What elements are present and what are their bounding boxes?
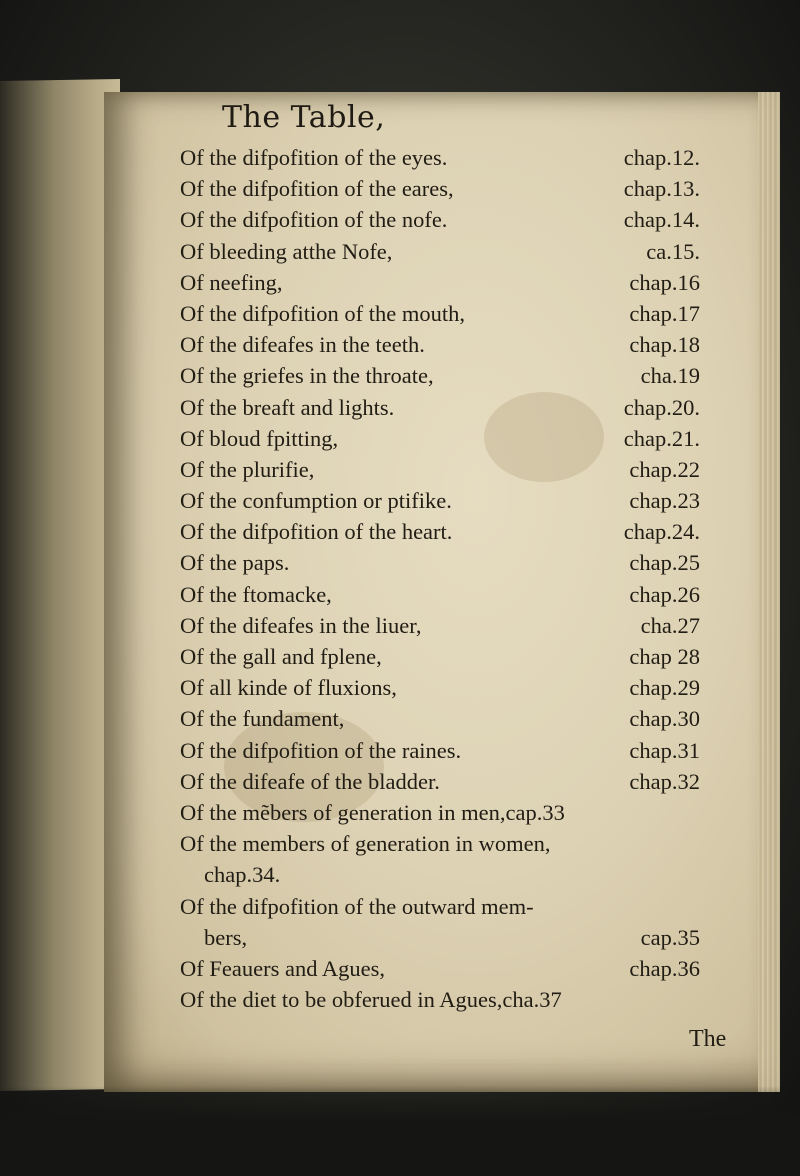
toc-entry (180, 423, 740, 454)
entry-chapter: chap.29 (629, 675, 700, 701)
entry-title: Of the difpofition of the heart. (180, 519, 453, 545)
entry-chapter: chap.14. (623, 207, 700, 233)
entry-title: Of the diet to be obferued in Agues,cha.37 (180, 987, 562, 1013)
toc-entry (180, 828, 740, 859)
toc-entry (180, 672, 740, 703)
entry-title: Of all kinde of fluxions, (180, 675, 397, 701)
page-fore-edge (758, 92, 780, 1092)
entry-title: Of the difpofition of the nofe. (180, 207, 448, 233)
toc-entry (180, 766, 740, 797)
toc-entry (180, 547, 740, 578)
entry-chapter: cap.35 (640, 924, 700, 950)
entry-chapter: chap.23 (629, 488, 700, 514)
toc-entry (180, 516, 740, 547)
entry-chapter: cha.27 (640, 612, 700, 638)
entry-title: Of the difpofition of the outward mem- (180, 893, 534, 919)
catchword: The (689, 1026, 727, 1052)
entry-chapter: chap.30 (629, 706, 700, 732)
entry-chapter: chap.16 (629, 269, 700, 295)
entry-title: Of the difeafe of the bladder. (180, 768, 440, 794)
entry-title: Of the difpofition of the eares, (180, 176, 454, 202)
entry-title: Of the members of generation in women, (180, 831, 551, 857)
entry-chapter: chap.25 (629, 550, 700, 576)
toc-entry (180, 579, 740, 610)
entry-chapter: chap.18 (629, 332, 700, 358)
entry-chapter: chap.26 (629, 581, 700, 607)
entry-title: Of the breaft and lights. (180, 394, 395, 420)
toc-entry (180, 329, 740, 360)
facing-page-edge (0, 79, 120, 1091)
entry-chapter: chap.36 (629, 955, 700, 981)
toc-entry (180, 735, 740, 766)
toc-entry (180, 610, 740, 641)
entry-title: Of the ftomacke, (180, 581, 332, 607)
toc-entry (180, 142, 740, 173)
entry-title: Of the difpofition of the mouth, (180, 300, 465, 326)
entry-chapter: ca.15. (646, 238, 700, 264)
entry-chapter: chap.31 (629, 737, 700, 763)
entry-title: Of the difeafes in the teeth. (180, 332, 425, 358)
entry-title: Of the paps. (180, 550, 290, 576)
entry-title: Of the mẽbers of generation in men,cap.33 (180, 799, 565, 825)
toc-entry (180, 236, 740, 267)
toc-entry (180, 392, 740, 423)
toc-entry (180, 454, 740, 485)
toc-entry-continuation (180, 922, 740, 953)
running-head-title: The Table, (222, 100, 386, 135)
entry-title: bers, (204, 924, 248, 950)
toc-entry (180, 173, 740, 204)
entry-title: chap.34. (204, 862, 281, 888)
entry-chapter: cha.19 (640, 363, 700, 389)
toc-entry (180, 204, 740, 235)
scan-bottom-shadow (0, 1086, 800, 1176)
toc-entry (180, 360, 740, 391)
toc-entry (180, 485, 740, 516)
entry-chapter: chap.22 (629, 456, 700, 482)
entry-chapter: chap.21. (623, 425, 700, 451)
toc-entry (180, 641, 740, 672)
entry-title: Of neefing, (180, 269, 283, 295)
toc-entry (180, 797, 740, 828)
toc-entry (180, 703, 740, 734)
toc-entry (180, 298, 740, 329)
entry-title: Of the difpofition of the eyes. (180, 145, 448, 170)
entry-title: Of the confumption or ptifike. (180, 488, 452, 514)
entry-title: Of the difeafes in the liuer, (180, 612, 422, 638)
entry-title: Of Feauers and Agues, (180, 955, 385, 981)
entry-title: Of the plurifie, (180, 456, 315, 482)
toc-entry (180, 984, 740, 1015)
entry-chapter: chap.12. (623, 145, 700, 170)
entry-title: Of the difpofition of the raines. (180, 737, 462, 763)
entry-title: Of the gall and fplene, (180, 644, 382, 669)
entry-title: Of bleeding atthe Nofe, (180, 238, 393, 264)
toc-entry (180, 953, 740, 984)
entry-chapter: chap.20. (623, 394, 700, 420)
entry-chapter: chap.17 (629, 300, 700, 326)
table-of-contents (180, 142, 740, 1015)
entry-title: Of the griefes in the throate, (180, 363, 434, 389)
entry-title: Of the fundament, (180, 706, 345, 732)
toc-entry (180, 267, 740, 298)
entry-chapter: chap.13. (623, 176, 700, 202)
toc-entry (180, 891, 740, 922)
entry-chapter: chap 28 (629, 644, 700, 669)
entry-chapter: chap.32 (629, 768, 700, 794)
entry-title: Of bloud fpitting, (180, 425, 339, 451)
entry-chapter: chap.24. (623, 519, 700, 545)
toc-entry-continuation (180, 859, 740, 890)
